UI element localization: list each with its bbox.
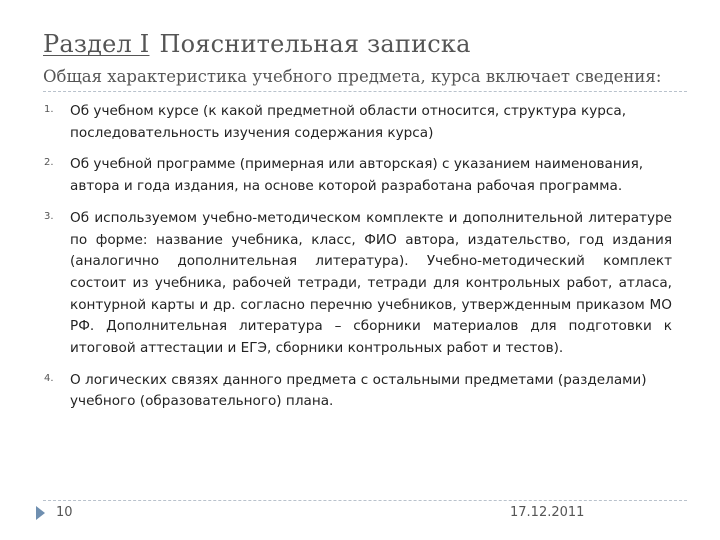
section-label: Раздел I	[43, 30, 150, 58]
title-text: Пояснительная записка	[159, 30, 471, 58]
list-item	[40, 370, 672, 413]
list-item	[40, 208, 672, 360]
list-item-number: 2.	[44, 157, 54, 169]
list-item-text: О логических связях данного предмета с остальными предметами (разделами) учебного (образовательного) плана.	[70, 371, 647, 410]
subtitle: Общая характеристика учебного предмета, курса включает сведения:	[43, 67, 662, 86]
footer-date: 17.12.2011	[510, 505, 585, 520]
page-number: 10	[56, 505, 73, 520]
list-item-number: 1.	[44, 104, 54, 115]
list-item-number: 3.	[44, 210, 54, 222]
triangle-arrow-icon	[36, 506, 45, 520]
list-item	[40, 101, 672, 144]
list-item-text: Об учебном курсе (к какой предметной области относится, структура курса, последовательность изучения содержания курса)	[70, 103, 627, 141]
top-divider	[43, 91, 687, 92]
page-title	[43, 30, 471, 58]
list-item-number: 4.	[44, 372, 54, 384]
info-list	[40, 101, 672, 423]
list-item-text: Об учебной программе (примерная или авторская) с указанием наименования, автора и года издания, на основе которой разработана рабочая программа.	[70, 156, 644, 195]
bottom-divider	[43, 500, 687, 501]
list-item	[40, 154, 672, 197]
list-item-text: Об используемом учебно-методическом комплекте и дополнительной литературе по форме: название учебника, класс, ФИО автора, издательство, год издания (аналогично дополнительная литература). Учебно-методический комплект состоит из учебника, рабочей тетради, тетради для контрольных работ, атласа, контурной карты и др. согласно перечню учебников, утвержденным приказом МО РФ. Дополнительная литература – сборники материалов для подготовки к итоговой аттестации и ЕГЭ, сборники контрольных работ и тестов).	[70, 209, 672, 357]
